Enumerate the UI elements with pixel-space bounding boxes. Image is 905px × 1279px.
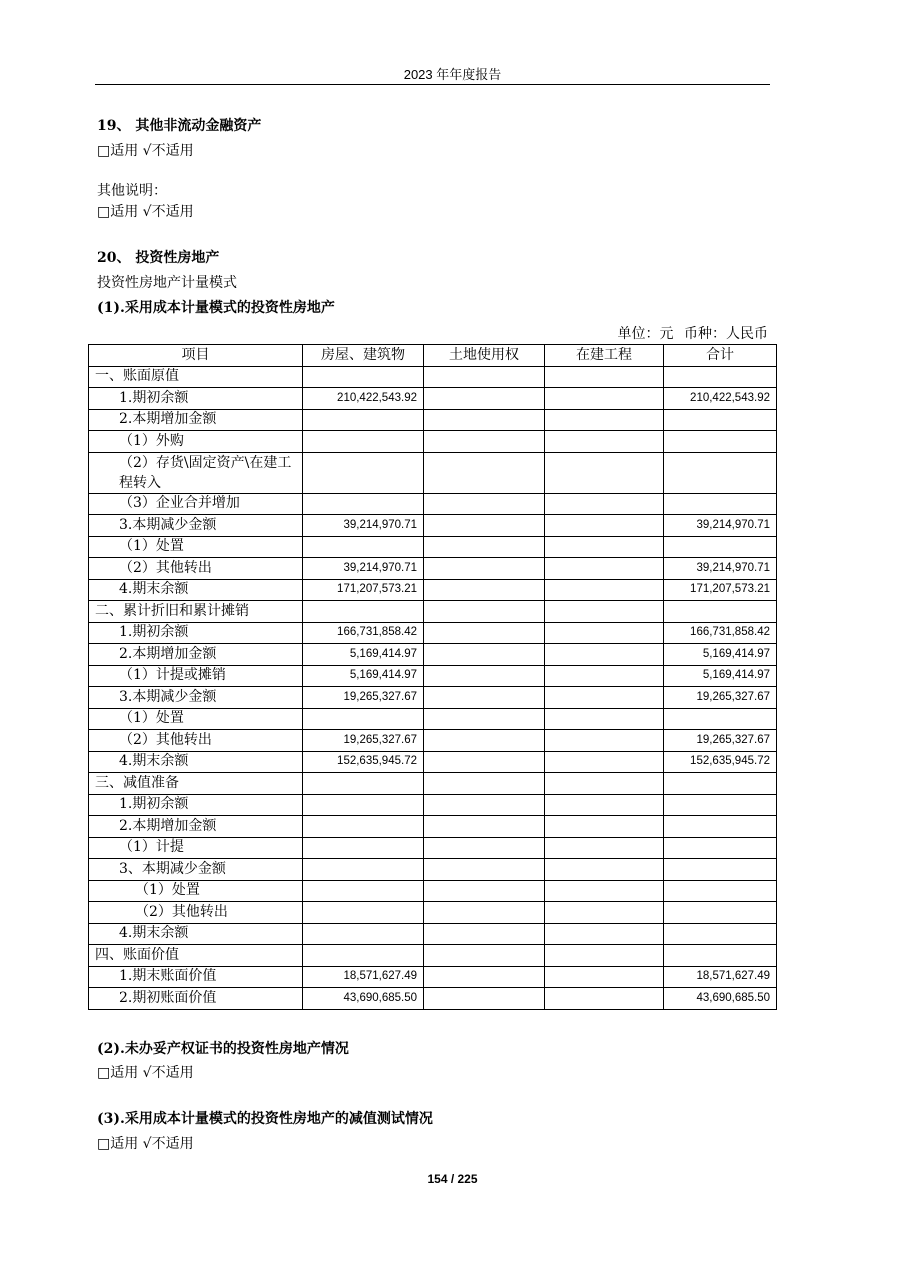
value-cell: 166,731,858.42 — [303, 622, 424, 644]
value-cell: 19,265,327.67 — [303, 687, 424, 709]
value-cell — [545, 859, 664, 881]
value-cell — [303, 794, 424, 816]
value-cell — [424, 409, 545, 431]
value-cell — [545, 837, 664, 859]
value-cell — [424, 794, 545, 816]
row-label: （3）企业合并增加 — [89, 493, 303, 515]
table-row — [89, 816, 777, 838]
row-label: 4.期末余额 — [89, 579, 303, 601]
value-cell — [424, 773, 545, 795]
value-cell — [303, 837, 424, 859]
value-cell: 19,265,327.67 — [303, 730, 424, 752]
col-header-item: 项目 — [89, 345, 303, 367]
col-header-buildings: 房屋、建筑物 — [303, 345, 424, 367]
row-label: 四、账面价值 — [89, 945, 303, 967]
unregistered-property-applicability: □适用 √不适用 — [97, 1065, 194, 1081]
row-label: （2）存货\固定资产\在建工程转入 — [89, 452, 303, 493]
value-cell — [424, 579, 545, 601]
value-cell: 18,571,627.49 — [664, 966, 777, 988]
value-cell — [664, 859, 777, 881]
table-row — [89, 579, 777, 601]
table-row — [89, 880, 777, 902]
value-cell — [664, 837, 777, 859]
value-cell: 43,690,685.50 — [303, 988, 424, 1010]
cost-model-subtitle: (1).采用成本计量模式的投资性房地产 — [97, 300, 335, 316]
value-cell: 19,265,327.67 — [664, 687, 777, 709]
value-cell — [664, 601, 777, 623]
table-row — [89, 665, 777, 687]
row-label: 1.期初余额 — [89, 622, 303, 644]
value-cell — [303, 902, 424, 924]
value-cell: 39,214,970.71 — [664, 515, 777, 537]
value-cell — [424, 880, 545, 902]
table-row — [89, 601, 777, 623]
value-cell — [424, 558, 545, 580]
value-cell — [545, 622, 664, 644]
section-19-applicability: □适用 √不适用 — [97, 143, 194, 159]
value-cell — [545, 409, 664, 431]
value-cell — [664, 880, 777, 902]
value-cell — [424, 945, 545, 967]
value-cell — [303, 409, 424, 431]
table-row — [89, 794, 777, 816]
page-number: 154 / 225 — [427, 1172, 478, 1186]
value-cell — [545, 880, 664, 902]
value-cell — [424, 366, 545, 388]
value-cell — [303, 431, 424, 453]
row-label: 2.本期增加金额 — [89, 816, 303, 838]
value-cell — [545, 988, 664, 1010]
table-row — [89, 687, 777, 709]
row-label: （1）处置 — [89, 708, 303, 730]
value-cell — [424, 536, 545, 558]
value-cell — [545, 966, 664, 988]
value-cell — [424, 708, 545, 730]
value-cell — [664, 945, 777, 967]
other-notes-applicability: □适用 √不适用 — [97, 204, 194, 220]
value-cell — [424, 515, 545, 537]
value-cell — [545, 601, 664, 623]
table-row — [89, 751, 777, 773]
table-row — [89, 966, 777, 988]
row-label: （2）其他转出 — [89, 730, 303, 752]
value-cell: 171,207,573.21 — [303, 579, 424, 601]
value-cell — [424, 493, 545, 515]
value-cell — [664, 493, 777, 515]
table-row — [89, 409, 777, 431]
value-cell — [303, 945, 424, 967]
value-cell — [545, 773, 664, 795]
value-cell — [664, 708, 777, 730]
unregistered-property-title: (2).未办妥产权证书的投资性房地产情况 — [97, 1041, 349, 1057]
value-cell: 18,571,627.49 — [303, 966, 424, 988]
row-label: 2.本期增加金额 — [89, 409, 303, 431]
value-cell — [424, 622, 545, 644]
row-label: 1.期初余额 — [89, 794, 303, 816]
table-row — [89, 859, 777, 881]
value-cell — [664, 773, 777, 795]
value-cell — [545, 366, 664, 388]
value-cell — [545, 816, 664, 838]
value-cell: 5,169,414.97 — [303, 665, 424, 687]
value-cell — [664, 536, 777, 558]
value-cell — [545, 923, 664, 945]
other-notes-label: 其他说明： — [97, 183, 167, 199]
value-cell — [664, 431, 777, 453]
value-cell — [424, 730, 545, 752]
row-label: 2.期初账面价值 — [89, 988, 303, 1010]
value-cell — [424, 902, 545, 924]
row-label: （2）其他转出 — [89, 902, 303, 924]
col-header-construction-in-progress: 在建工程 — [545, 345, 664, 367]
row-label: 2.本期增加金额 — [89, 644, 303, 666]
value-cell — [303, 493, 424, 515]
table-row — [89, 493, 777, 515]
value-cell — [545, 579, 664, 601]
value-cell — [545, 515, 664, 537]
row-label: 4.期末余额 — [89, 751, 303, 773]
value-cell — [424, 923, 545, 945]
value-cell: 5,169,414.97 — [664, 665, 777, 687]
table-row — [89, 988, 777, 1010]
value-cell — [424, 665, 545, 687]
value-cell — [303, 816, 424, 838]
value-cell — [545, 536, 664, 558]
value-cell — [424, 601, 545, 623]
value-cell — [664, 409, 777, 431]
value-cell — [545, 730, 664, 752]
row-label: 1.期末账面价值 — [89, 966, 303, 988]
value-cell — [664, 452, 777, 493]
table-row — [89, 536, 777, 558]
table-row — [89, 431, 777, 453]
value-cell — [664, 923, 777, 945]
value-cell — [545, 431, 664, 453]
row-label: （1）外购 — [89, 431, 303, 453]
table-row — [89, 644, 777, 666]
section-20-title: 20、 投资性房地产 — [97, 250, 220, 266]
row-label: （1）处置 — [89, 536, 303, 558]
value-cell: 5,169,414.97 — [303, 644, 424, 666]
value-cell — [664, 366, 777, 388]
value-cell — [545, 687, 664, 709]
value-cell: 166,731,858.42 — [664, 622, 777, 644]
table-row — [89, 622, 777, 644]
value-cell — [545, 452, 664, 493]
section-19-title: 19、 其他非流动金融资产 — [97, 118, 262, 134]
value-cell — [424, 687, 545, 709]
row-label: （1）处置 — [89, 880, 303, 902]
value-cell: 39,214,970.71 — [664, 558, 777, 580]
value-cell — [303, 773, 424, 795]
table-row — [89, 708, 777, 730]
col-header-total: 合计 — [664, 345, 777, 367]
table-row — [89, 452, 777, 493]
table-row — [89, 388, 777, 410]
value-cell — [424, 966, 545, 988]
value-cell: 171,207,573.21 — [664, 579, 777, 601]
value-cell — [424, 751, 545, 773]
row-label: 三、减值准备 — [89, 773, 303, 795]
currency-label: 币种：人民币 — [684, 326, 768, 342]
table-row — [89, 366, 777, 388]
value-cell: 152,635,945.72 — [303, 751, 424, 773]
value-cell — [424, 859, 545, 881]
row-label: （2）其他转出 — [89, 558, 303, 580]
row-label: 1.期初余额 — [89, 388, 303, 410]
value-cell — [424, 644, 545, 666]
value-cell — [545, 794, 664, 816]
value-cell — [664, 902, 777, 924]
unit-currency-line — [612, 325, 768, 343]
value-cell — [545, 558, 664, 580]
value-cell: 43,690,685.50 — [664, 988, 777, 1010]
col-header-land-use-rights: 土地使用权 — [424, 345, 545, 367]
value-cell — [545, 493, 664, 515]
row-label: 3、本期减少金额 — [89, 859, 303, 881]
row-label: 一、账面原值 — [89, 366, 303, 388]
value-cell — [303, 923, 424, 945]
value-cell: 210,422,543.92 — [303, 388, 424, 410]
table-row — [89, 773, 777, 795]
row-label: （1）计提 — [89, 837, 303, 859]
value-cell — [424, 431, 545, 453]
table-row — [89, 730, 777, 752]
impairment-test-title: (3).采用成本计量模式的投资性房地产的减值测试情况 — [97, 1111, 433, 1127]
value-cell — [303, 708, 424, 730]
table-row — [89, 558, 777, 580]
impairment-test-applicability: □适用 √不适用 — [97, 1136, 194, 1152]
row-label: 3.本期减少金额 — [89, 687, 303, 709]
investment-property-table — [88, 344, 777, 1010]
value-cell — [303, 859, 424, 881]
row-label: 3.本期减少金额 — [89, 515, 303, 537]
value-cell: 19,265,327.67 — [664, 730, 777, 752]
value-cell: 39,214,970.71 — [303, 515, 424, 537]
value-cell — [545, 388, 664, 410]
value-cell — [424, 452, 545, 493]
header-divider — [95, 84, 770, 85]
value-cell — [424, 837, 545, 859]
value-cell — [303, 536, 424, 558]
table-row — [89, 945, 777, 967]
value-cell: 39,214,970.71 — [303, 558, 424, 580]
table-row — [89, 902, 777, 924]
value-cell: 5,169,414.97 — [664, 644, 777, 666]
value-cell — [545, 708, 664, 730]
value-cell — [664, 816, 777, 838]
value-cell: 152,635,945.72 — [664, 751, 777, 773]
value-cell — [545, 902, 664, 924]
value-cell — [303, 601, 424, 623]
value-cell — [424, 388, 545, 410]
value-cell — [303, 366, 424, 388]
unit-label: 单位：元 — [617, 326, 674, 342]
row-label: （1）计提或摊销 — [89, 665, 303, 687]
value-cell — [303, 452, 424, 493]
table-row — [89, 515, 777, 537]
table-row — [89, 837, 777, 859]
value-cell — [424, 988, 545, 1010]
value-cell — [303, 880, 424, 902]
row-label: 4.期末余额 — [89, 923, 303, 945]
value-cell: 210,422,543.92 — [664, 388, 777, 410]
measurement-model-label: 投资性房地产计量模式 — [97, 275, 237, 291]
report-header-title: 2023 年年度报告 — [403, 67, 502, 82]
table-header-row — [89, 345, 777, 367]
table-row — [89, 923, 777, 945]
row-label: 二、累计折旧和累计摊销 — [89, 601, 303, 623]
value-cell — [545, 751, 664, 773]
value-cell — [545, 665, 664, 687]
value-cell — [424, 816, 545, 838]
value-cell — [545, 945, 664, 967]
value-cell — [664, 794, 777, 816]
value-cell — [545, 644, 664, 666]
